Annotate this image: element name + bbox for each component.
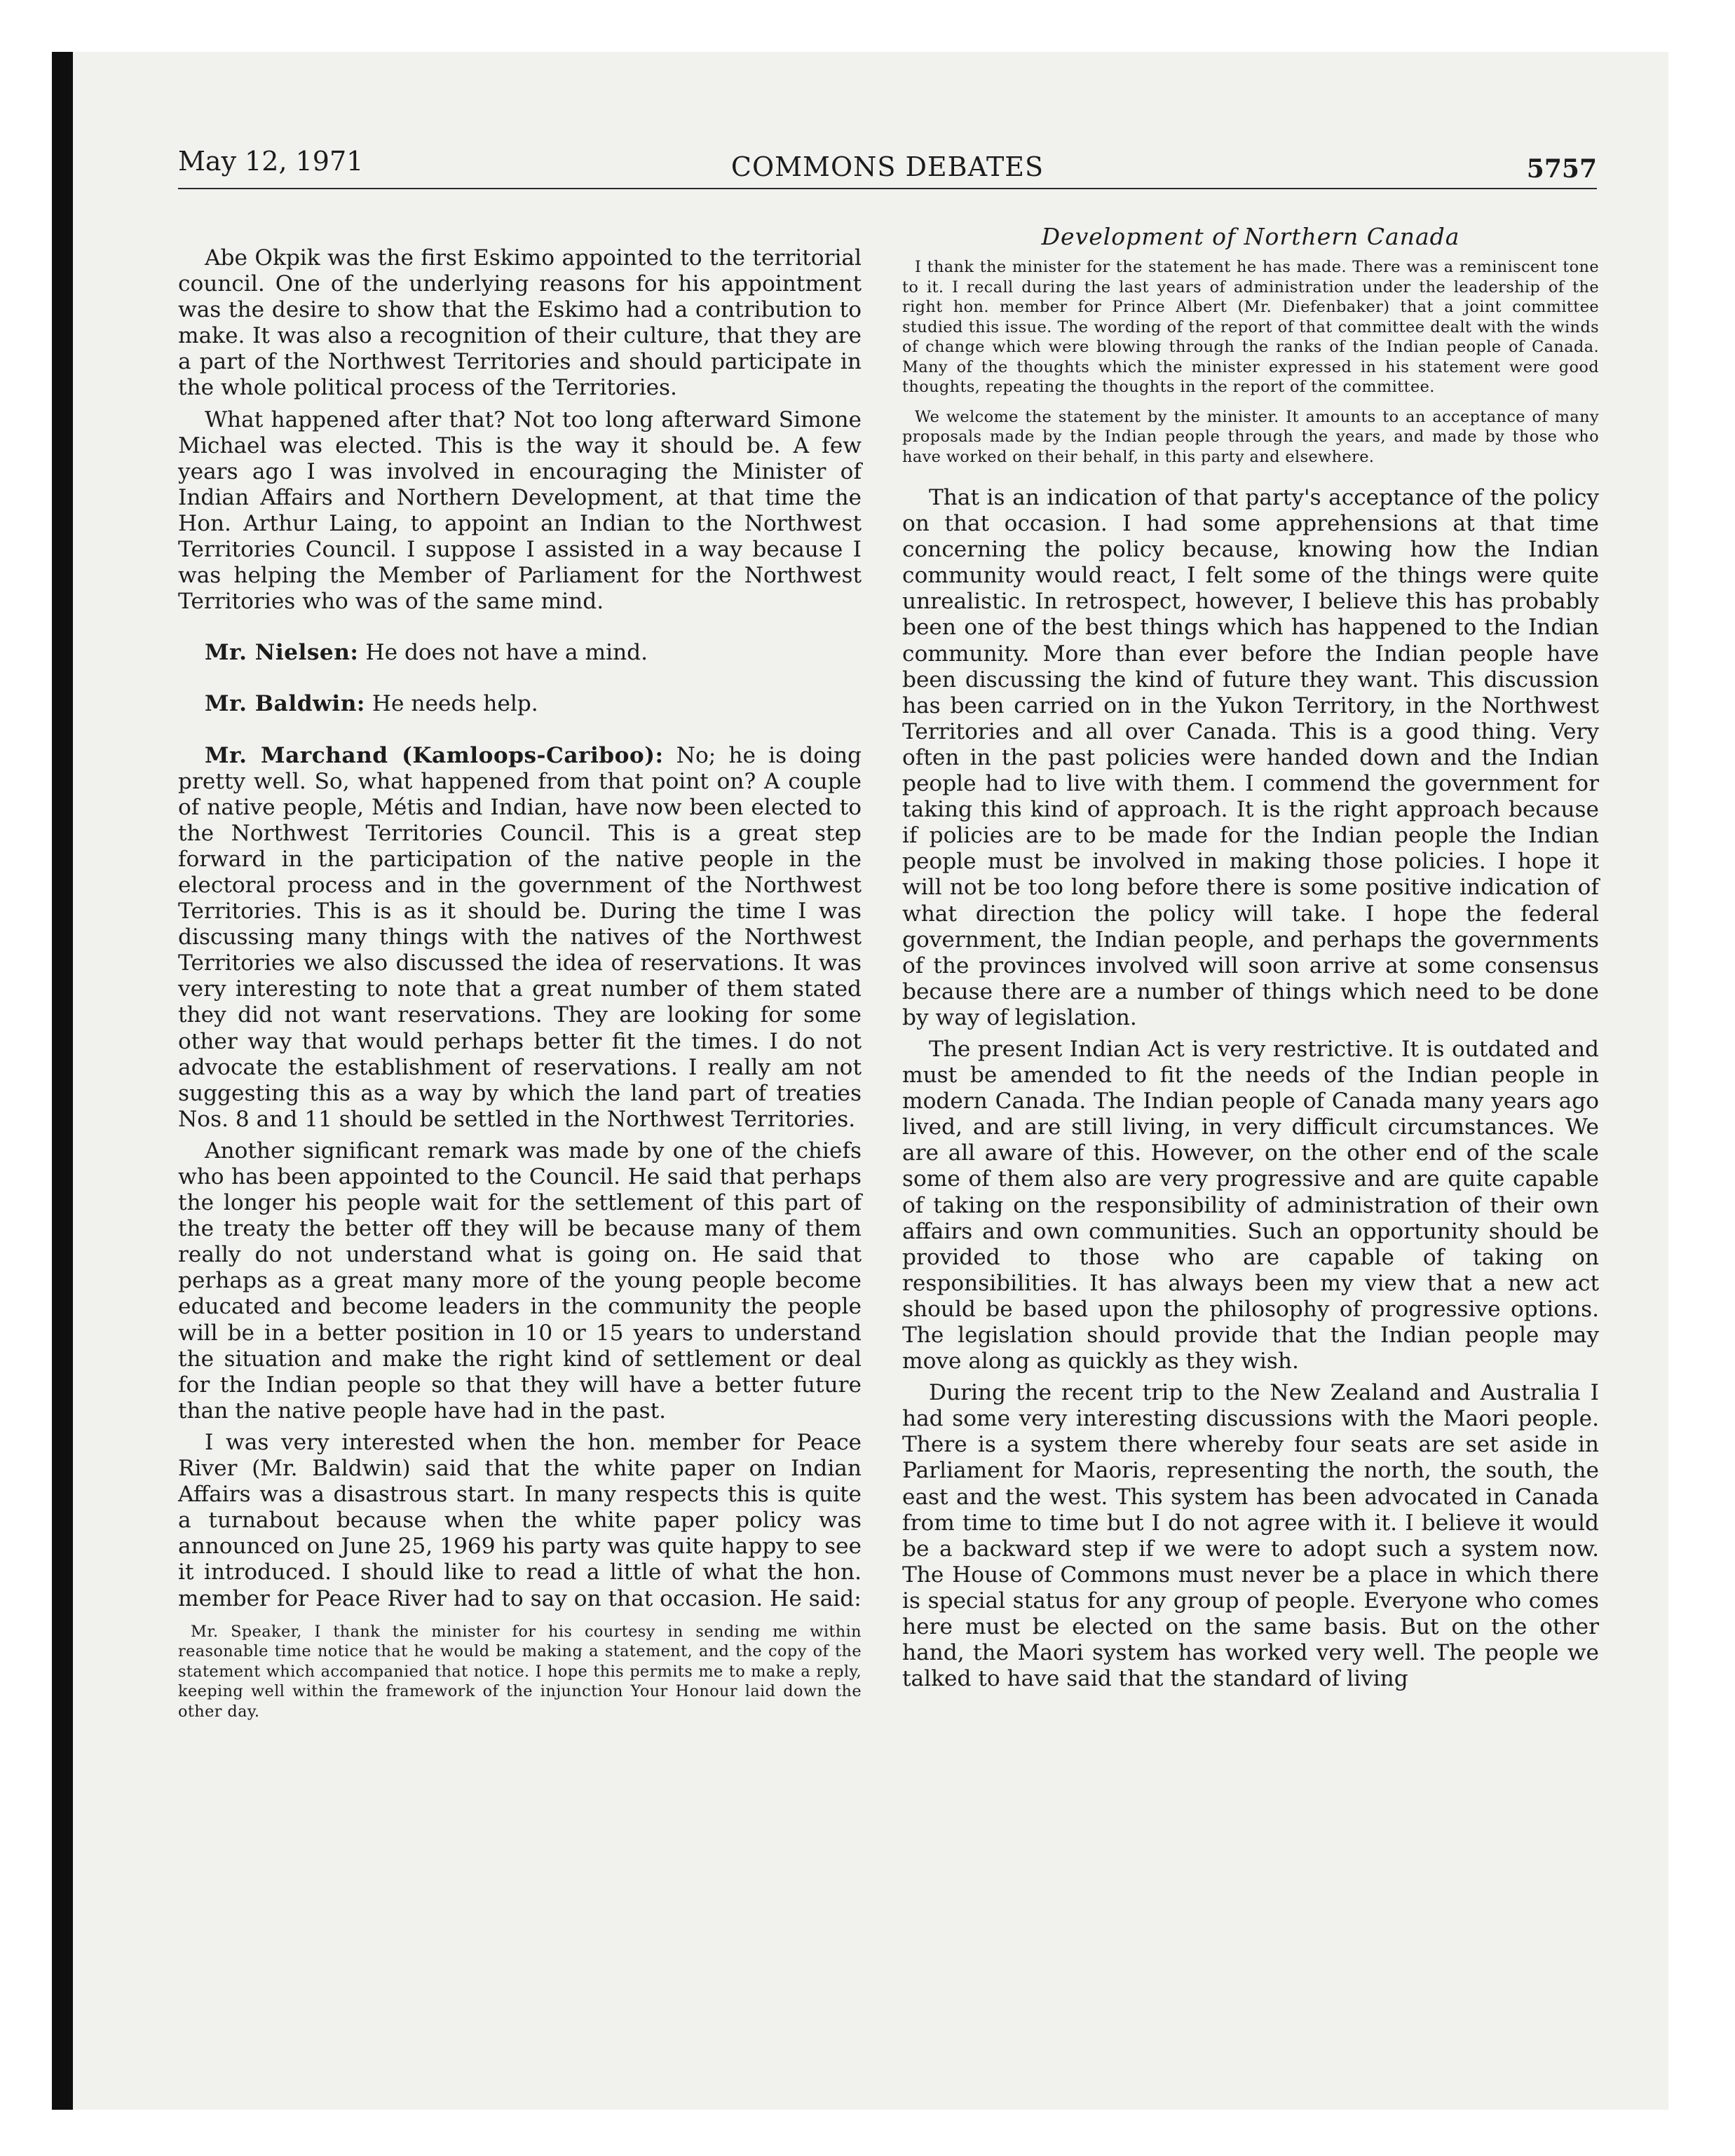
quoted-text: I thank the minister for the statement he has made. There was a reminiscent tone to it. I recall during the last years of administration under the leadership of the right hon. member for Prince Albert (Mr. Diefenbaker) that a joint committee studied this issue. The wording of the report of that committee dealt with the winds of change which were blowing through the ranks of the Indian people of Canada. Many of the thoughts which the minister expressed in his statement were good thoughts, repeating the thoughts in the report of the committee.: [902, 258, 1599, 396]
speech: [178, 743, 862, 1133]
paragraph: Another significant remark was made by one of the chiefs who has been appointed to the Council. He said that perhaps the longer his people wait for the settlement of this part of the treaty the better off they will be because many of them really do not understand what is going on. He said that perhaps as a great many more of the young people become educated and become leaders in the community the people will be in a better position in 10 or 15 years to understand the situation and make the right kind of settlement or deal for the Indian people so that they will have a better future than the native people have had in the past.: [178, 1138, 862, 1424]
paragraph: During the recent trip to the New Zealand and Australia I had some very interesting discussions with the Maori people. There is a system there whereby four seats are set aside in Parliament for Maoris, representing the north, the south, the east and the west. This system has been advocated in Canada from time to time but I do not agree with it. I believe it would be a backward step if we were to adopt such a system now. The House of Commons must never be a place in which there is special status for any group of people. Everyone who comes here must be elected on the same basis. But on the other hand, the Maori system has worked very well. The people we talked to have said that the standard of living: [902, 1380, 1599, 1692]
page-header: [178, 146, 1597, 189]
interjection: [178, 640, 862, 666]
speech-text: No; he is doing pretty well. So, what happened from that point on? A couple of native people, Métis and Indian, have now been elected to the Northwest Territories Council. This is a great step forward in the participation of the native people in the electoral process and in the government of the Northwest Territories. This is as it should be. During the time I was discussing many things with the natives of the Northwest Territories we also discussed the idea of reservations. It was very interesting to note that a great number of them stated they did not want reservations. They are looking for some other way that would perhaps better fit the times. I do not advocate the establishment of reservations. I really am not suggesting this as a way by which the land part of treaties Nos. 8 and 11 should be settled in the Northwest Territories.: [178, 742, 862, 1132]
interjection: [178, 691, 862, 717]
paragraph: The present Indian Act is very restrictive. It is outdated and must be amended to fit the needs of the Indian people in modern Canada. The Indian people of Canada many years ago lived, and are still living, in very difficult circumstances. We are all aware of this. However, on the other end of the scale some of them also are very progressive and are quite capable of taking on the responsibility of administration of their own affairs and own communities. Such an opportunity should be provided to those who are capable of taking on responsibilities. It has always been my view that a new act should be based upon the philosophy of progressive options. The legislation should provide that the Indian people may move along as quickly as they wish.: [902, 1036, 1599, 1374]
speech-text: He does not have a mind.: [365, 640, 648, 666]
header-publication: COMMONS DEBATES: [730, 151, 1045, 182]
speech-text: He needs help.: [372, 691, 538, 717]
header-page-number: 5757: [1526, 154, 1597, 184]
speaker-name: Mr. Nielsen:: [205, 640, 359, 666]
right-column: [902, 223, 1599, 1692]
left-column: [178, 245, 862, 1721]
section-title: Development of Northern Canada: [1041, 223, 1460, 250]
quoted-text: Mr. Speaker, I thank the minister for his courtesy in sending me within reasonable time notice that he would be making a statement, and the copy of the statement which accompanied that notice. I hope this permits me to make a reply, keeping well within the framework of the injunction Your Honour laid down the other day.: [178, 1622, 862, 1721]
quoted-text: We welcome the statement by the minister. It amounts to an acceptance of many proposals made by the Indian people through the years, and made by those who have worked on their behalf, in this party and elsewhere.: [902, 407, 1599, 466]
paragraph: What happened after that? Not too long afterward Simone Michael was elected. This is the way it should be. A few years ago I was involved in encouraging the Minister of Indian Affairs and Northern Development, at that time the Hon. Arthur Laing, to appoint an Indian to the Northwest Territories Council. I suppose I assisted in a way because I was helping the Member of Parliament for the Northwest Territories who was of the same mind.: [178, 407, 862, 615]
header-date: May 12, 1971: [178, 146, 364, 177]
scan-edge: [52, 52, 73, 2110]
speaker-name: Mr. Baldwin:: [205, 691, 365, 717]
speaker-name: Mr. Marchand (Kamloops-Cariboo):: [205, 742, 664, 768]
paragraph: Abe Okpik was the first Eskimo appointed to the territorial council. One of the underlying reasons for his appointment was the desire to show that the Eskimo had a contribution to make. It was also a recognition of their culture, that they are a part of the Northwest Territories and should participate in the whole political process of the Territories.: [178, 245, 862, 401]
paragraph: I was very interested when the hon. member for Peace River (Mr. Baldwin) said that the white paper on Indian Affairs was a disastrous start. In many respects this is quite a turnabout because when the white paper policy was announced on June 25, 1969 his party was quite happy to see it introduced. I should like to read a little of what the hon. member for Peace River had to say on that occasion. He said:: [178, 1429, 862, 1611]
paragraph: That is an indication of that party's acceptance of the policy on that occasion. I had some apprehensions at that time concerning the policy because, knowing how the Indian community would react, I felt some of the things were quite unrealistic. In retrospect, however, I believe this has probably been one of the best things which has happened to the Indian community. More than ever before the Indian people have been discussing the kind of future they want. This discussion has been carried on in the Yukon Territory, in the Northwest Territories and all over Canada. This is a good thing. Very often in the past policies were handed down and the Indian people had to live with them. I commend the government for taking this kind of approach. It is the right approach because if policies are to be made for the Indian people the Indian people must be involved in making those policies. I hope it will not be too long before there is some positive indication of what direction the policy will take. I hope the federal government, the Indian people, and perhaps the governments of the provinces involved will soon arrive at some consensus because there are a number of things which need to be done by way of legislation.: [902, 485, 1599, 1030]
